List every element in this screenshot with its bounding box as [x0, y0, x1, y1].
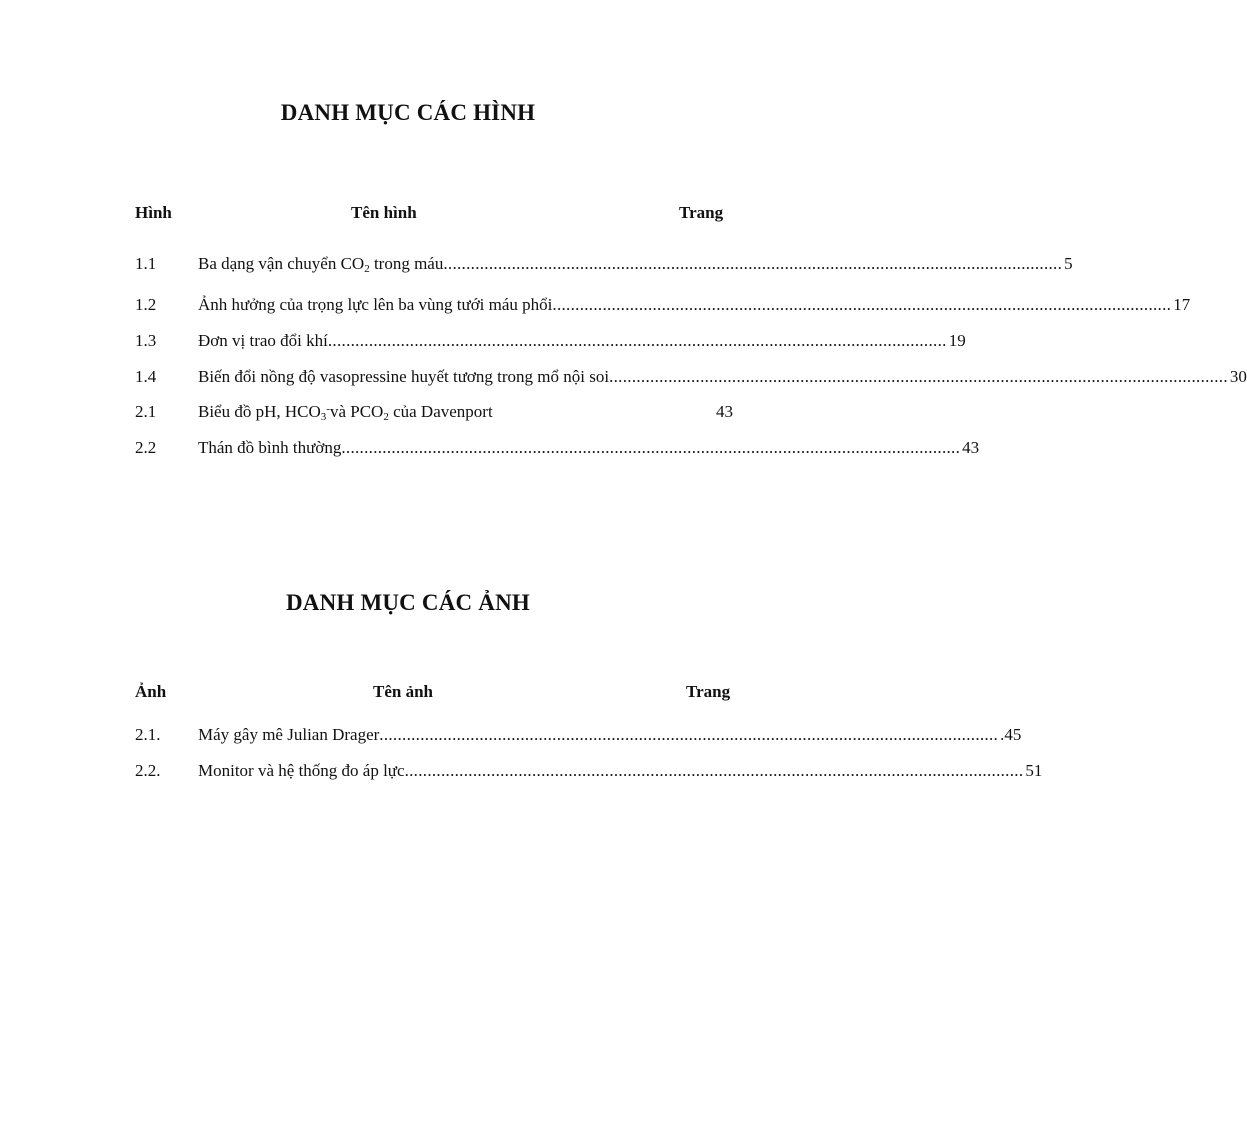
figure-entry	[198, 294, 1191, 316]
figure-number: 2.2	[135, 438, 157, 457]
figures-col-name: Tên hình	[351, 203, 417, 222]
figure-row	[135, 437, 980, 459]
leader-dots: ........................................................................................................................................	[609, 367, 1228, 386]
figure-entry	[198, 366, 1247, 388]
figure-entry	[198, 330, 966, 352]
leader-dots: ........................................................................................................................................	[341, 438, 961, 457]
figures-col-page: Trang	[679, 203, 724, 222]
figure-page: 5	[1064, 254, 1073, 273]
figure-label: Đơn vị trao đổi khí	[198, 331, 328, 350]
photo-page: .45	[1000, 725, 1022, 744]
leader-dots: ........................................................................................................................................	[404, 761, 1024, 780]
photo-number: 2.2.	[135, 761, 161, 780]
photo-row	[135, 724, 1022, 746]
figure-label: Ba dạng vận chuyển $CO_2$ trong máu	[198, 254, 444, 275]
figure-page: 43	[716, 402, 733, 421]
leader-dots: ........................................................................................................................................	[327, 331, 947, 350]
figure-number: 1.1	[135, 254, 157, 273]
figure-number: 1.3	[135, 331, 157, 350]
figure-label: Thán đồ bình thường	[198, 438, 342, 457]
figure-entry	[198, 437, 980, 459]
figure-number: 1.4	[135, 367, 157, 386]
photos-col-name: Tên ảnh	[373, 682, 433, 701]
figures-title: DANH MỤC CÁC HÌNH	[280, 100, 536, 125]
figure-row	[135, 253, 1073, 275]
figure-page: 17	[1173, 295, 1191, 314]
figure-row	[135, 330, 966, 352]
figure-page: 19	[948, 331, 966, 350]
figure-row	[135, 366, 1247, 388]
figure-page: 43	[962, 438, 980, 457]
figure-number: 1.2	[135, 295, 157, 314]
photo-page: 51	[1025, 761, 1043, 780]
photo-label: Monitor và hệ thống đo áp lực	[198, 761, 405, 780]
photos-col-number: Ảnh	[135, 682, 167, 701]
leader-dots: ........................................................................................................................................	[552, 295, 1172, 314]
figure-entry	[198, 401, 735, 423]
photo-label: Máy gây mê Julian Drager	[198, 725, 380, 744]
figure-label: Biến đổi nồng độ vasopressine huyết tương trong mổ nội soi	[198, 367, 610, 386]
figure-label: Biểu đồ pH, $HCO_3^-và$ $PCO_2$ của Davenport	[198, 402, 493, 423]
figure-row	[135, 401, 735, 423]
figure-number: 2.1	[135, 402, 157, 421]
photo-row	[135, 760, 1043, 782]
photos-title: DANH MỤC CÁC ẢNH	[285, 590, 531, 615]
leader-dots: ........................................................................................................................................	[443, 254, 1063, 273]
leader-dots: ........................................................................................................................................	[379, 725, 999, 744]
figures-col-number: Hình	[135, 203, 172, 222]
figure-row	[135, 294, 1191, 316]
figure-label: Ảnh hưởng của trọng lực lên ba vùng tưới máu phổi	[198, 295, 553, 314]
photo-entry	[198, 760, 1043, 782]
photos-col-page: Trang	[686, 682, 731, 701]
figure-entry	[198, 253, 1073, 275]
figure-page: 30	[1229, 367, 1247, 386]
photo-number: 2.1.	[135, 725, 161, 744]
photo-entry	[198, 724, 1022, 746]
